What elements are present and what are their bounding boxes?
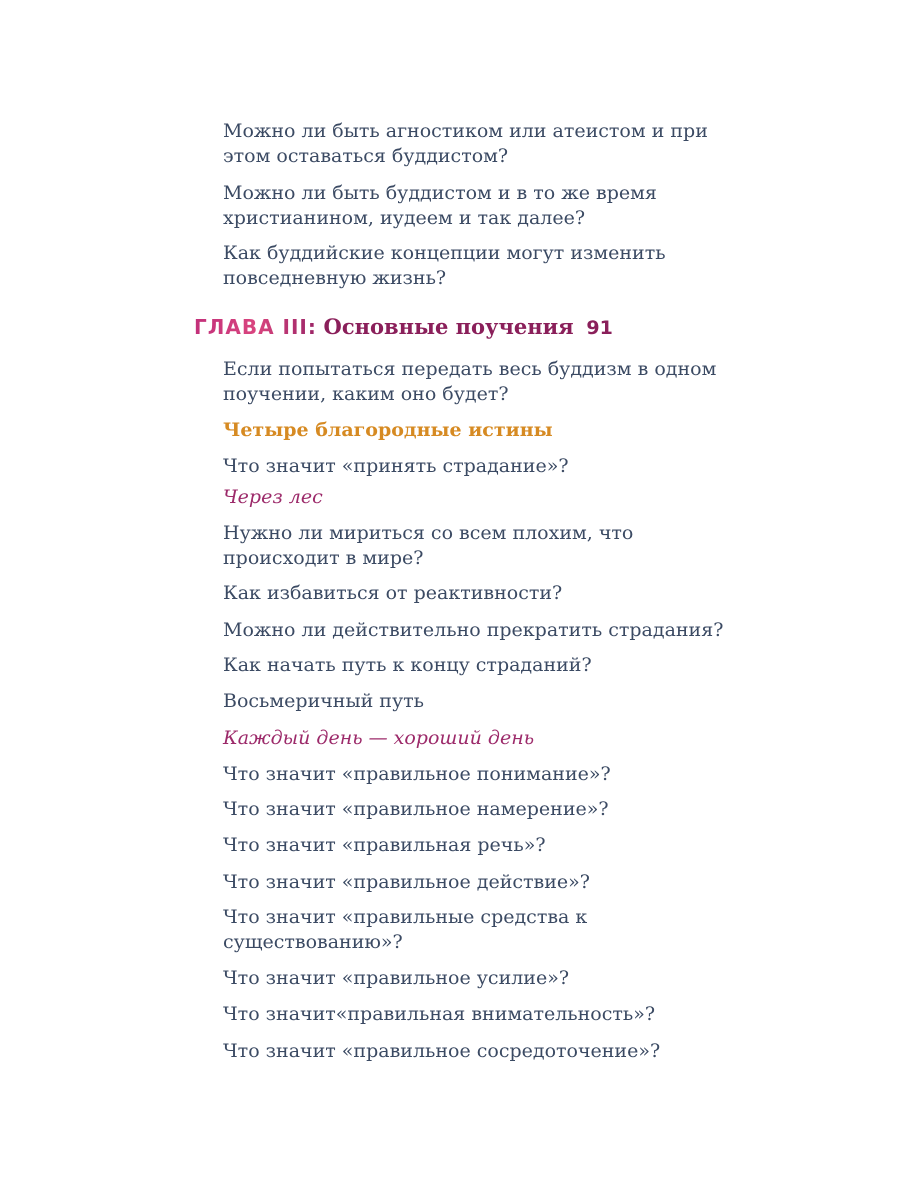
toc-story-good-day: Каждый день — хороший день bbox=[223, 727, 535, 749]
toc-entry-line: христианином, иудеем и так далее? bbox=[223, 207, 586, 229]
toc-entry-start-path: Как начать путь к концу страданий? bbox=[223, 654, 592, 676]
toc-entry-line: Можно ли быть буддистом и в то же время bbox=[223, 182, 657, 204]
chapter-heading bbox=[194, 314, 613, 341]
toc-entry-daily-life bbox=[223, 241, 823, 291]
toc-entry-end-suffering: Можно ли действительно прекратить страдания? bbox=[223, 619, 724, 641]
toc-entry-accept-bad bbox=[223, 521, 823, 571]
toc-entry-right-mindfulness: Что значит«правильная внимательность»? bbox=[223, 1003, 656, 1025]
toc-entry-line: поучении, каким оно будет? bbox=[223, 383, 509, 405]
toc-entry-other-religions bbox=[223, 181, 823, 231]
toc-entry-right-view: Что значит «правильное понимание»? bbox=[223, 763, 611, 785]
toc-entry-accept-suffering: Что значит «принять страдание»? bbox=[223, 455, 569, 477]
toc-section-four-truths: Четыре благородные истины bbox=[223, 419, 553, 441]
toc-entry-whole-buddhism bbox=[223, 357, 823, 407]
chapter-label: ГЛАВА III: bbox=[194, 315, 317, 339]
toc-entry-reactivity: Как избавиться от реактивности? bbox=[223, 582, 563, 604]
toc-entry-agnostic bbox=[223, 119, 823, 169]
chapter-page-number: 91 bbox=[586, 317, 613, 339]
toc-entry-line: повседневную жизнь? bbox=[223, 267, 447, 289]
toc-entry-right-action: Что значит «правильное действие»? bbox=[223, 871, 590, 893]
chapter-title: Основные поучения bbox=[323, 314, 574, 339]
toc-entry-right-speech: Что значит «правильная речь»? bbox=[223, 834, 546, 856]
toc-entry-right-intention: Что значит «правильное намерение»? bbox=[223, 798, 609, 820]
toc-entry-line: Что значит «правильные средства к bbox=[223, 906, 588, 928]
toc-entry-line: Нужно ли мириться со всем плохим, что bbox=[223, 522, 634, 544]
toc-story-forest: Через лес bbox=[223, 486, 323, 508]
toc-entry-right-livelihood bbox=[223, 905, 823, 955]
toc-entry-line: Если попытаться передать весь буддизм в одном bbox=[223, 358, 717, 380]
toc-entry-line: существованию»? bbox=[223, 931, 403, 953]
toc-entry-line: происходит в мире? bbox=[223, 547, 424, 569]
toc-entry-line: Можно ли быть агностиком или атеистом и при bbox=[223, 120, 708, 142]
toc-entry-line: этом оставаться буддистом? bbox=[223, 145, 509, 167]
toc-entry-line: Как буддийские концепции могут изменить bbox=[223, 242, 666, 264]
toc-entry-right-effort: Что значит «правильное усилие»? bbox=[223, 967, 570, 989]
toc-section-eightfold: Восьмеричный путь bbox=[223, 690, 424, 712]
toc-entry-right-concentration: Что значит «правильное сосредоточение»? bbox=[223, 1040, 661, 1062]
